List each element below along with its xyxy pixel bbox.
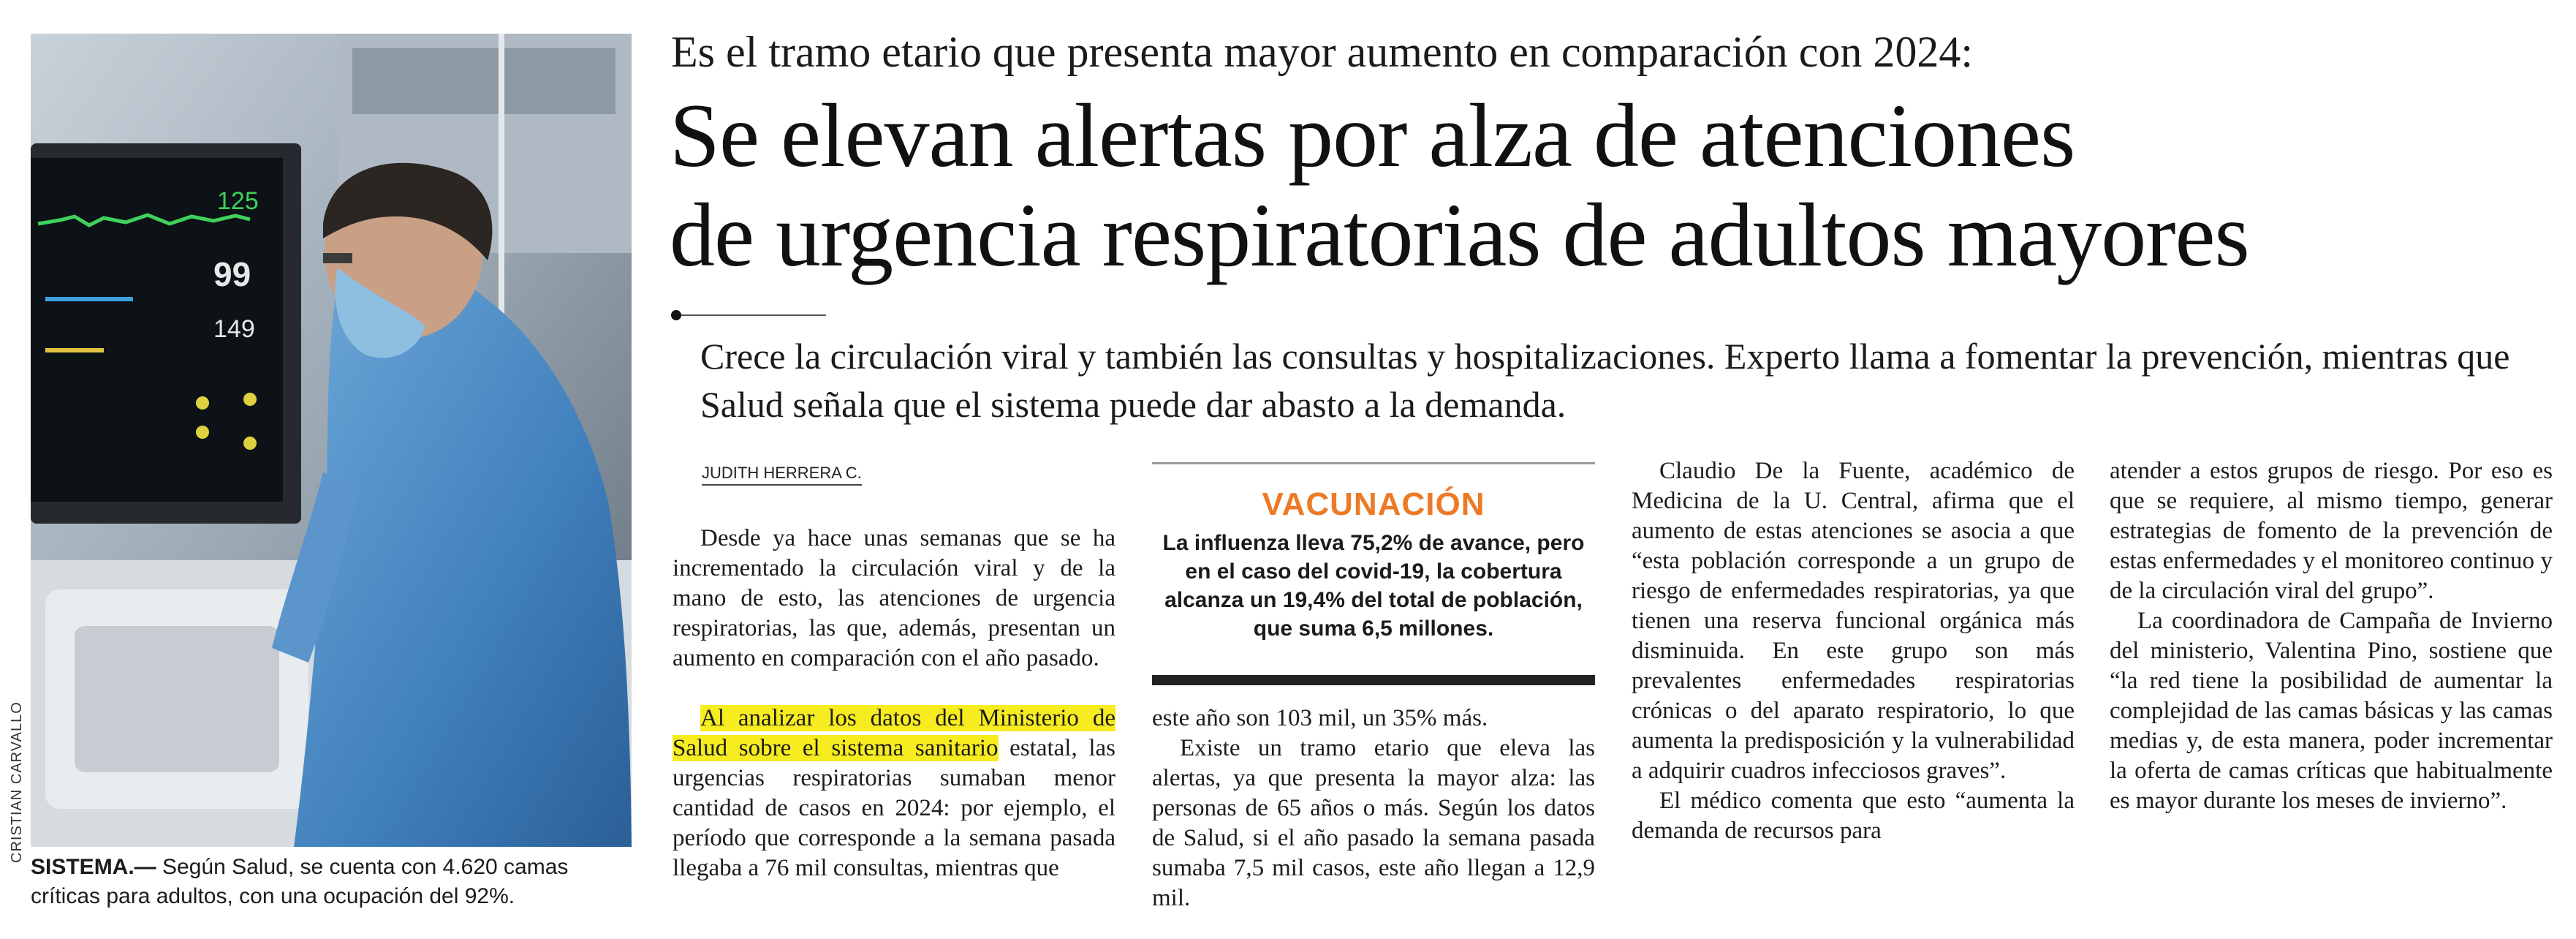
monitor-readout-3: 149 xyxy=(213,315,255,343)
headline-line-2: de urgencia respiratorias de adultos mayores xyxy=(670,185,2249,285)
caption-label: SISTEMA.— xyxy=(31,855,156,879)
monitor-readout-1: 125 xyxy=(217,187,259,215)
headline-line-1: Se elevan alertas por alza de atenciones xyxy=(670,86,2075,186)
caption-text: Según Salud, se cuenta con 4.620 camas críticas para adultos, con una ocupación del 92%. xyxy=(31,855,569,908)
article-column-2 xyxy=(1152,704,1595,913)
paragraph-2-rest: estatal, las urgencias respiratorias sumaban menor cantidad de casos en 2024: por ejemplo, el período que corresponde a la semana pasada llegaba a 76 mil consultas, mientras que xyxy=(673,735,1115,881)
paragraph-4: Claudio De la Fuente, académico de Medicina de la U. Central, afirma que el aumento de estas atenciones se asocia a que “esta población corresponde a un grupo de riesgo de enfermedades respiratorias, ya que tienen una reserva funcional orgánica más disminuida. En este grupo son más prevalentes enfermedades respiratorias crónicas o del aparato respiratorio, lo que aumenta la predisposición y la vulnerabilidad a adquirir cuadros infecciosos graves”. xyxy=(1632,458,2075,784)
photo-caption xyxy=(31,853,637,911)
paragraph-6: La coordinadora de Campaña de Invierno del ministerio, Valentina Pino, sostiene que “la red tiene la posibilidad de aumentar la complejidad de las camas básicas y las camas medias y, de esta manera, poder incrementar la oferta de camas críticas que habitualmente es mayor durante los meses de invierno”. xyxy=(2110,608,2553,814)
paragraph-5: El médico comenta que esto “aumenta la demanda de recursos para xyxy=(1632,788,2075,844)
article-column-1-top xyxy=(673,524,1115,674)
monitor-readout-2: 99 xyxy=(213,255,251,293)
deck: Crece la circulación viral y también las consultas y hospitalizaciones. Experto llama a fomentar la prevención, mientras que Salud señala que el sistema puede dar abasto a la demanda. xyxy=(700,336,2510,425)
vaccination-box xyxy=(1152,462,1595,685)
paragraph-2-continued: este año son 103 mil, un 35% más. xyxy=(1152,705,1488,731)
kicker: Es el tramo etario que presenta mayor aumento en comparación con 2024: xyxy=(671,28,1974,76)
paragraph-1: Desde ya hace unas semanas que se ha incrementado la circulación viral y de la mano de esto, las atenciones de urgencia respiratorias, las que, además, presentan un aumento en comparación con el año pasado. xyxy=(673,525,1115,671)
photo-credit: CRISTIAN CARVALLO xyxy=(9,701,25,863)
paragraph-3: Existe un tramo etario que eleva las alertas, ya que presenta la mayor alza: las personas de 65 años o más. Según los datos de Salud, si el año pasado la semana pasada sumaba 7,5 mil casos, este año llegan a 12,9 mil. xyxy=(1152,735,1595,911)
byline: JUDITH HERRERA C. xyxy=(702,464,862,486)
article-column-1-bottom xyxy=(673,704,1115,883)
article-column-4 xyxy=(2110,456,2553,816)
vaccination-title: VACUNACIÓN xyxy=(1262,486,1485,522)
vaccination-text: La influenza lleva 75,2% de avance, pero en el caso del covid-19, la cobertura alcanza un 19,4% del total de población, que suma 6,5 millones. xyxy=(1162,531,1585,641)
highlighted-text: Al analizar los datos del Ministerio de Salud sobre el sistema sanitario xyxy=(673,705,1115,761)
article-photo xyxy=(31,34,632,847)
paragraph-2 xyxy=(673,704,1115,883)
section-divider xyxy=(671,310,826,320)
headline xyxy=(670,86,2556,285)
article-column-3 xyxy=(1632,456,2075,846)
paragraph-5-continued: atender a estos grupos de riesgo. Por eso es que se requiere, al mismo tiempo, generar estrategias de fomento de la prevención de estas enfermedades y el monitoreo continuo y de la circulación viral del grupo”. xyxy=(2110,458,2553,604)
